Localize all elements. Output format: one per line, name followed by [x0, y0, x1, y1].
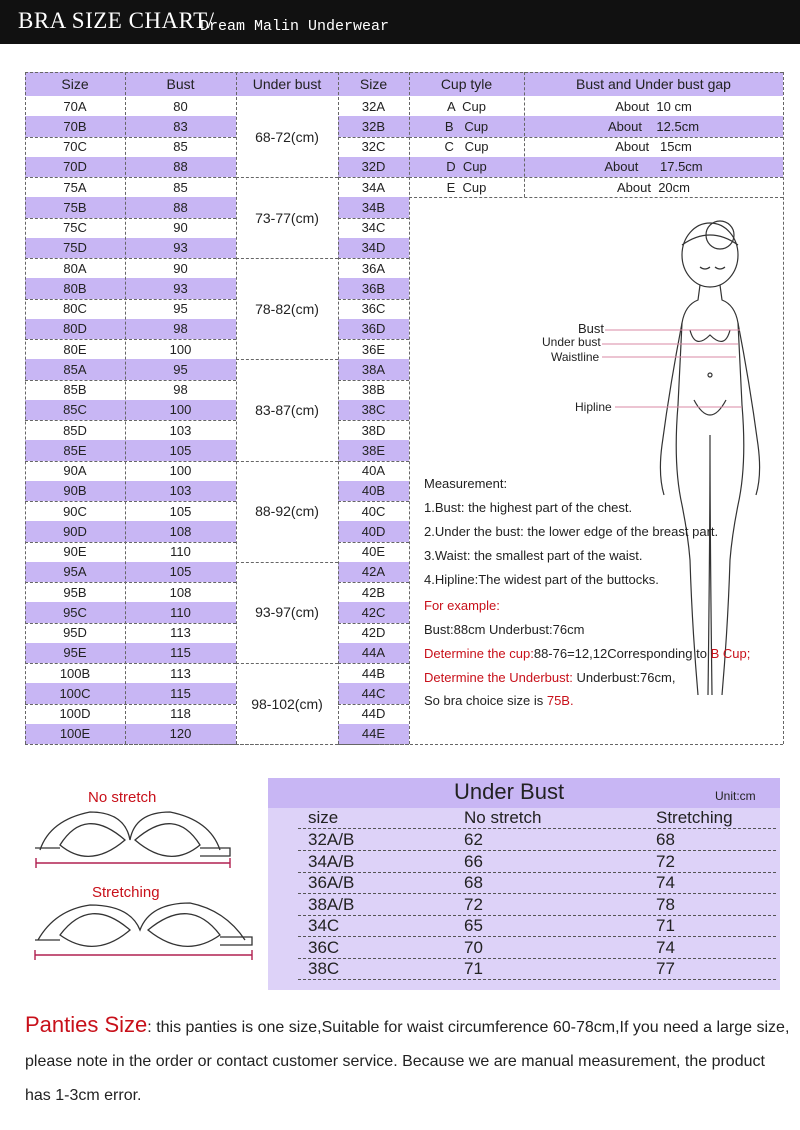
us-size-cell: 32C	[361, 139, 386, 155]
bust-cell: 95	[173, 361, 188, 377]
stretching-label: Stretching	[92, 884, 160, 901]
unit-label: Unit:cm	[715, 789, 756, 803]
under-bust-group: 83-87(cm)	[255, 401, 319, 418]
us-size-cell: 42D	[361, 625, 386, 641]
size-cell: 95A	[63, 564, 87, 580]
bust-cell: 118	[170, 706, 191, 722]
under-bust-group: 98-102(cm)	[251, 695, 323, 712]
us-size-cell: 36B	[361, 280, 386, 296]
bust-cell: 110	[170, 604, 191, 620]
us-size-cell: 34C	[361, 220, 386, 236]
header-under-bust: Under bust	[252, 76, 322, 92]
chart-title: BRA SIZE CHART/	[18, 8, 215, 33]
under-bust-row: 38C 71 77	[268, 959, 780, 980]
under-bust-title: Under Bust	[454, 779, 565, 804]
size-cell: 75A	[63, 179, 87, 195]
us-size-cell: 44C	[361, 685, 386, 701]
us-size-cell: 36C	[361, 301, 386, 317]
cup-type-cell: B Cup	[444, 118, 489, 134]
us-size-cell: 36D	[361, 321, 386, 337]
bust-cell: 103	[169, 422, 192, 438]
size-cell: 95C	[63, 604, 87, 620]
body-left	[676, 285, 700, 560]
size-cell: 100D	[59, 706, 91, 722]
size-cell: 100B	[59, 665, 91, 681]
bust-cell: 90	[173, 260, 188, 276]
example-line-4: So bra choice size is 75B.	[424, 693, 574, 708]
size-cell: 95B	[63, 584, 87, 600]
us-size-cell: 40D	[361, 523, 386, 539]
us-size-cell: 44E	[361, 726, 386, 742]
cup-gap-cell: About 15cm	[615, 139, 692, 155]
size-cell: 90B	[63, 483, 87, 499]
bust-cell: 100	[169, 341, 192, 357]
under-bust-group: 73-77(cm)	[255, 209, 319, 226]
size-cell: 75D	[63, 240, 87, 256]
bust-cell: 105	[169, 564, 192, 580]
us-size-cell: 34D	[361, 240, 386, 256]
cup-type-cell: D Cup	[446, 159, 487, 175]
no-stretch-label: No stretch	[88, 789, 157, 806]
size-cell: 100E	[59, 726, 91, 742]
size-cell: 85B	[63, 382, 87, 398]
panties-title: Panties Size	[25, 1012, 148, 1037]
us-size-cell: 44B	[361, 665, 386, 681]
measurement-title: Measurement:	[424, 476, 508, 491]
size-cell: 85D	[63, 422, 87, 438]
header-size2: Size	[359, 76, 388, 92]
fig-label-bust: Bust	[578, 321, 605, 336]
us-size-cell: 42A	[361, 564, 386, 580]
header-size: Size	[61, 76, 89, 92]
fig-label-under-bust: Under bust	[542, 335, 601, 349]
size-cell: 80E	[63, 341, 87, 357]
bust-cell: 98	[173, 382, 188, 398]
size-cell: 70D	[63, 159, 87, 175]
bust-cell: 105	[169, 442, 192, 458]
size-cell: 90C	[63, 503, 87, 519]
under-bust-group: 78-82(cm)	[255, 300, 319, 317]
measurement-item-3: 3.Waist: the smallest part of the waist.	[424, 548, 643, 563]
cup-gap-cell: About 10 cm	[615, 98, 692, 114]
size-cell: 85C	[63, 402, 87, 418]
us-size-cell: 36E	[361, 341, 386, 357]
under-bust-row: 36A/B 68 74	[268, 873, 780, 894]
bust-cell: 105	[169, 503, 192, 519]
us-size-cell: 44D	[361, 706, 386, 722]
size-cell: 90A	[63, 463, 87, 479]
measurement-item-4: 4.Hipline:The widest part of the buttocks.	[424, 572, 659, 587]
no-stretch-bra-illustration	[30, 800, 240, 875]
under-bust-group: 88-92(cm)	[255, 503, 319, 520]
fig-label-waistline: Waistline	[551, 350, 600, 364]
under-bust-header-row: size No stretch Stretching	[268, 808, 780, 829]
size-cell: 75C	[63, 220, 87, 236]
us-size-cell: 38A	[361, 361, 386, 377]
panties-size-note	[25, 1008, 795, 1113]
under-bust-row: 32A/B 62 68	[268, 830, 780, 851]
us-size-cell: 40C	[361, 503, 386, 519]
bust-cell: 90	[173, 220, 188, 236]
size-cell: 75B	[63, 199, 87, 215]
us-size-cell: 38E	[361, 442, 386, 458]
cup-type-cell: C Cup	[444, 139, 489, 155]
size-cell: 90D	[63, 523, 87, 539]
cup-type-cell: A Cup	[446, 98, 487, 114]
stretching-bra-illustration	[30, 895, 255, 965]
size-cell: 80C	[63, 301, 87, 317]
size-cell: 70A	[63, 98, 87, 114]
cup-type-cell: E Cup	[446, 179, 487, 195]
size-cell: 70C	[63, 139, 87, 155]
us-size-cell: 32A	[361, 98, 386, 114]
bust-cell: 120	[169, 726, 192, 742]
bust-cell: 113	[170, 625, 191, 641]
size-cell: 85A	[63, 361, 87, 377]
fig-label-hipline: Hipline	[575, 400, 612, 414]
under-bust-row: 38A/B 72 78	[268, 895, 780, 916]
under-bust-row: 34A/B 66 72	[268, 852, 780, 873]
header-bust: Bust	[166, 76, 195, 92]
size-cell: 90E	[63, 544, 87, 560]
us-size-cell: 38C	[361, 402, 386, 418]
bust-cell: 100	[169, 402, 192, 418]
example-title: For example:	[424, 598, 500, 613]
us-size-cell: 40A	[361, 463, 386, 479]
head	[682, 223, 738, 287]
cup-gap-cell: About 12.5cm	[607, 118, 700, 134]
size-cell: 85E	[63, 442, 87, 458]
size-cell: 80D	[63, 321, 87, 337]
us-size-cell: 34A	[361, 179, 386, 195]
bust-cell: 100	[169, 463, 192, 479]
us-size-cell: 38B	[361, 382, 386, 398]
cup-gap-cell: About 20cm	[617, 179, 690, 195]
bust-cell: 108	[169, 584, 192, 600]
bust-cell: 95	[173, 301, 188, 317]
us-size-cell: 36A	[361, 260, 386, 276]
chart-subtitle: Dream Malin Underwear	[200, 18, 390, 35]
under-bust-group: 93-97(cm)	[255, 604, 319, 621]
size-cell: 70B	[63, 118, 87, 134]
bust-cell: 110	[170, 544, 191, 560]
under-bust-row: 34C 65 71	[268, 916, 780, 937]
bust-cell: 93	[173, 280, 188, 296]
bust-cell: 103	[169, 483, 192, 499]
us-size-cell: 32D	[361, 159, 386, 175]
header-cup: Cup tyle	[440, 76, 493, 92]
bust-cell: 88	[173, 159, 188, 175]
us-size-cell: 32B	[361, 118, 386, 134]
measurement-item-1: 1.Bust: the highest part of the chest.	[424, 500, 633, 515]
bust-cell: 93	[173, 240, 188, 256]
bust-cell: 113	[170, 665, 191, 681]
under-bust-group: 68-72(cm)	[255, 128, 319, 145]
size-cell: 80A	[63, 260, 87, 276]
header-bar	[0, 0, 800, 44]
bust-cell: 80	[173, 98, 188, 114]
us-size-cell: 34B	[361, 199, 386, 215]
bust-cell: 115	[170, 645, 191, 661]
example-line-3: Determine the Underbust: Underbust:76cm,	[424, 670, 676, 685]
bust-cell: 115	[170, 685, 191, 701]
us-size-cell: 40E	[361, 544, 386, 560]
bust-cell: 83	[173, 118, 188, 134]
measurement-item-2: 2.Under the bust: the lower edge of the breast part.	[424, 524, 719, 539]
header-gap: Bust and Under bust gap	[576, 76, 731, 92]
bust-cell: 85	[173, 179, 188, 195]
example-line-2: Determine the cup:88-76=12,12Corresponding to B Cup;	[424, 646, 751, 661]
under-bust-row: 36C 70 74	[268, 938, 780, 959]
us-size-cell: 44A	[361, 645, 386, 661]
us-size-cell: 42B	[361, 584, 386, 600]
size-cell: 80B	[63, 280, 87, 296]
size-cell: 100C	[59, 685, 91, 701]
body-figure	[570, 205, 780, 715]
bust-cell: 85	[173, 139, 188, 155]
us-size-cell: 38D	[361, 422, 386, 438]
bust-cell: 88	[173, 199, 188, 215]
bust-cell: 108	[169, 523, 192, 539]
size-cell: 95D	[63, 625, 87, 641]
us-size-cell: 42C	[361, 604, 386, 620]
cup-gap-cell: About 17.5cm	[604, 159, 703, 175]
us-size-cell: 40B	[361, 483, 386, 499]
example-line-1: Bust:88cm Underbust:76cm	[424, 622, 585, 637]
size-cell: 95E	[63, 645, 87, 661]
bust-cell: 98	[173, 321, 188, 337]
panties-text: : this panties is one size,Suitable for waist circumference 60-78cm,If you need a large size, please note in the order or contact customer service. Because we are manual measurement, the product has 1-3cm error.	[25, 1019, 790, 1104]
